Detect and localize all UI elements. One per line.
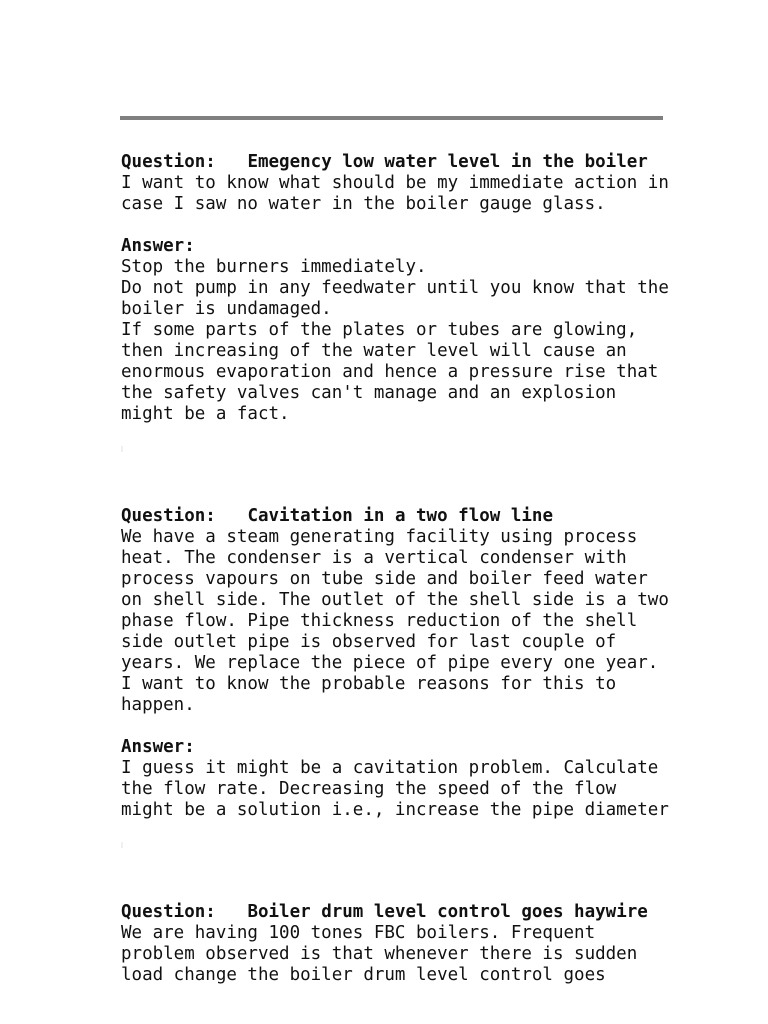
entry-separator: [121, 446, 123, 452]
question-text: We are having 100 tones FBC boilers. Frequent problem observed is that whenever there is sudden load change the boiler drum level control goes: [121, 923, 638, 985]
question-title: Cavitation in a two flow line: [247, 506, 553, 526]
question-label: Question:: [121, 152, 216, 172]
header-rule: [120, 116, 663, 120]
question-heading: [121, 902, 721, 923]
qa-entry: [121, 506, 721, 848]
question-text: I want to know what should be my immediate action in case I saw no water in the boiler gauge glass.: [121, 173, 669, 214]
question-title: Emegency low water level in the boiler: [247, 152, 648, 172]
entry-separator: [121, 842, 123, 848]
answer-label: Answer:: [121, 737, 195, 757]
answer-text: I guess it might be a cavitation problem. Calculate the flow rate. Decreasing the speed of the flow might be a solution i.e., increase the pipe diameter: [121, 758, 669, 820]
qa-entry: [121, 902, 721, 986]
qa-document: [121, 152, 721, 986]
question-label: Question:: [121, 506, 216, 526]
question-text: We have a steam generating facility using process heat. The condenser is a vertical condenser with process vapours on tube side and boiler feed water on shell side. The outlet of the shell side is a two phase flow. Pipe thickness reduction of the shell side outlet pipe is observed for last couple of years. We replace the piece of pipe every one year. I want to know the probable reasons for this to happen.: [121, 527, 669, 715]
question-heading: [121, 506, 721, 527]
question-title: Boiler drum level control goes haywire: [247, 902, 648, 922]
answer-text: Stop the burners immediately. Do not pump in any feedwater until you know that the boiler is undamaged. If some parts of the plates or tubes are glowing, then increasing of the water level will cause an enormous evaporation and hence a pressure rise that the safety valves can't manage and an explosion might be a fact.: [121, 257, 669, 424]
question-heading: [121, 152, 721, 173]
answer-label: Answer:: [121, 236, 195, 256]
qa-entry: [121, 152, 721, 452]
question-label: Question:: [121, 902, 216, 922]
